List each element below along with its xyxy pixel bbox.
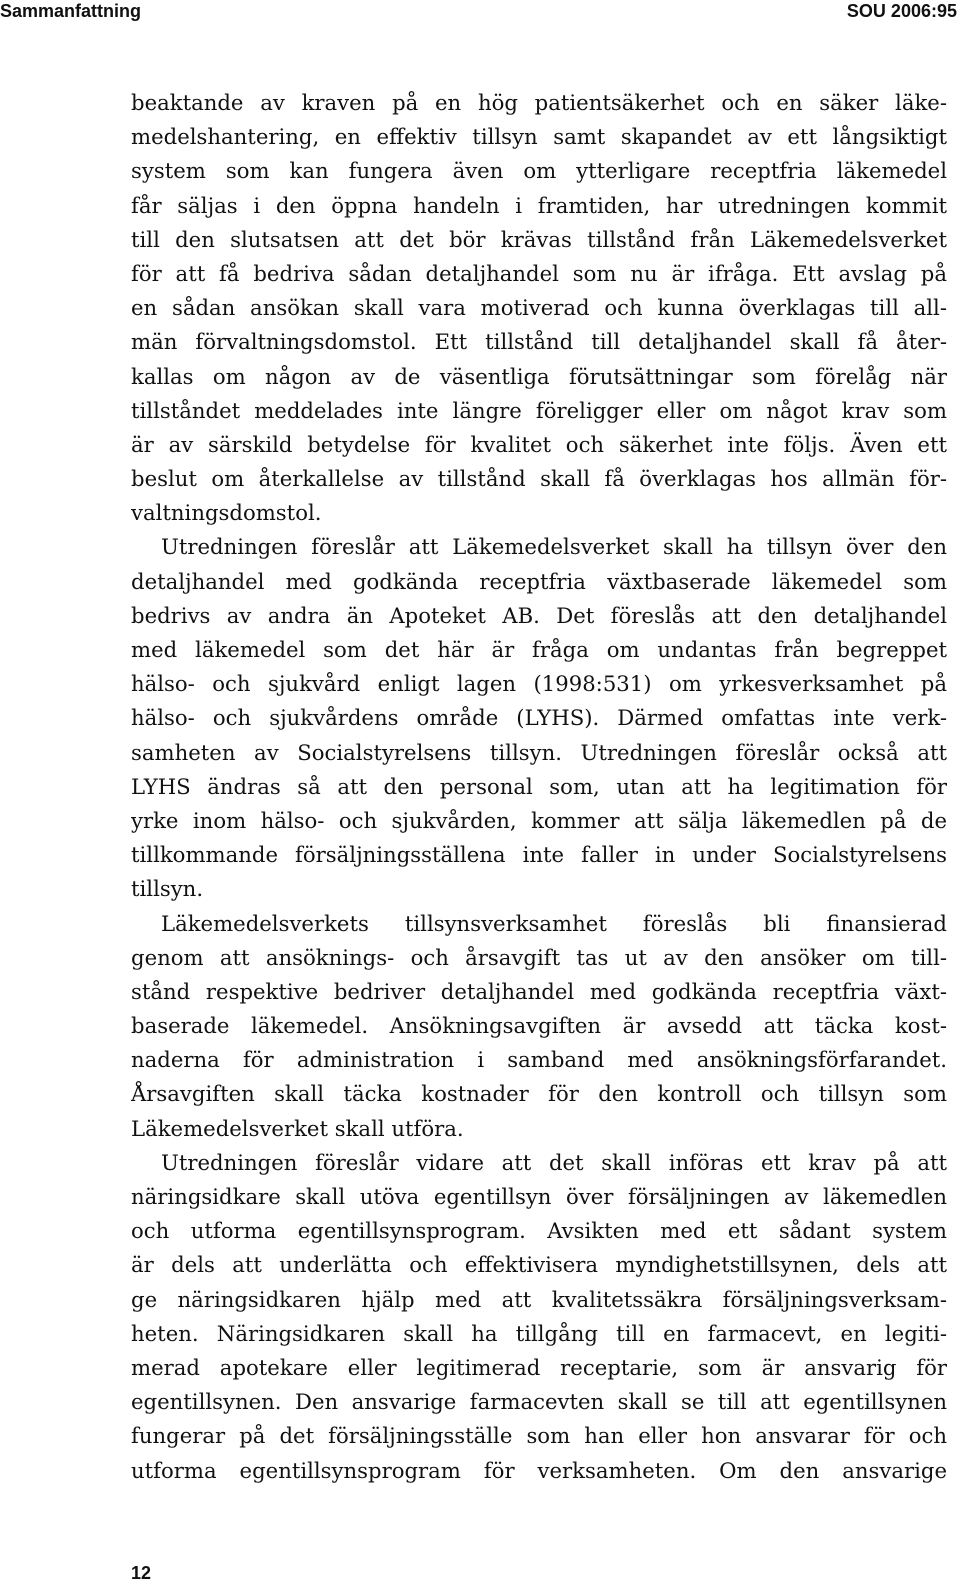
text-line: system som kan fungera även om ytterligare receptfria läkemedel — [131, 158, 947, 184]
text-line: ge näringsidkaren hjälp med att kvalitetssäkra försäljningsverksam- — [131, 1286, 947, 1312]
text-line: näringsidkare skall utöva egentillsyn över försäljningen av läkemedlen — [131, 1184, 947, 1209]
text-line: män förvaltningsdomstol. Ett tillstånd till detaljhandel skall få åter- — [131, 329, 947, 355]
text-line: LYHS ändras så att den personal som, utan att ha legitimation för — [131, 773, 947, 799]
text-line: och utforma egentillsynsprogram. Avsikten med ett sådant system — [131, 1218, 947, 1244]
text-line: detaljhandel med godkända receptfria växtbaserade läkemedel som — [131, 568, 947, 594]
text-line: får säljas i den öppna handeln i framtiden, har utredningen kommit — [131, 192, 947, 218]
text-line: är av särskild betydelse för kvalitet och säkerhet inte följs. Även ett — [131, 431, 947, 457]
text-line: till den slutsatsen att det bör krävas tillstånd från Läkemedelsverket — [131, 226, 947, 252]
text-line: beslut om återkallelse av tillstånd skall få överklagas hos allmän för- — [131, 466, 947, 492]
text-line: med läkemedel som det här är fråga om undantas från begreppet — [131, 637, 947, 662]
text-line: tillsyn. — [131, 876, 204, 902]
text-line: Läkemedelsverkets tillsynsverksamhet föreslås bli finansierad — [161, 910, 947, 936]
text-line: baserade läkemedel. Ansökningsavgiften är avsedd att täcka kost- — [131, 1013, 947, 1039]
paragraph — [131, 907, 947, 1146]
text-line: egentillsynen. Den ansvarige farmacevten skall se till att egentillsynen — [131, 1389, 947, 1415]
text-line: samheten av Socialstyrelsens tillsyn. Utredningen föreslår också att — [131, 739, 947, 765]
text-line: utforma egentillsynsprogram för verksamheten. Om den ansvarige — [131, 1457, 947, 1483]
paragraph — [131, 86, 947, 530]
text-line: stånd respektive bedriver detaljhandel med godkända receptfria växt- — [131, 978, 947, 1004]
text-line: Utredningen föreslår vidare att det skall införas ett krav på att — [161, 1149, 947, 1175]
paragraph — [131, 1146, 947, 1488]
body-text — [131, 86, 947, 1488]
text-line: bedrivs av andra än Apoteket AB. Det föreslås att den detaljhandel — [131, 602, 947, 628]
text-line: naderna för administration i samband med ansökningsförfarandet. — [131, 1047, 947, 1073]
text-line: valtningsdomstol. — [131, 500, 322, 526]
text-line: Utredningen föreslår att Läkemedelsverket skall ha tillsyn över den — [161, 534, 947, 560]
section-title: Sammanfattning — [0, 1, 142, 21]
text-line: beaktande av kraven på en hög patientsäkerhet och en säker läke- — [131, 90, 947, 115]
text-line: kallas om någon av de väsentliga förutsättningar som förelåg när — [131, 363, 947, 389]
page-number: 12 — [131, 1563, 152, 1583]
text-line: Årsavgiften skall täcka kostnader för den kontroll och tillsyn som — [131, 1081, 947, 1107]
text-line: hälso- och sjukvård enligt lagen (1998:531) om yrkesverksamhet på — [131, 671, 947, 697]
text-line: för att få bedriva sådan detaljhandel som nu är ifråga. Ett avslag på — [131, 260, 947, 286]
text-line: yrke inom hälso- och sjukvården, kommer att sälja läkemedlen på de — [131, 807, 947, 833]
text-line: merad apotekare eller legitimerad receptarie, som är ansvarig för — [131, 1354, 947, 1380]
running-header — [0, 0, 960, 22]
text-line: tillståndet meddelades inte längre föreligger eller om något krav som — [131, 397, 947, 423]
paragraph — [131, 530, 947, 906]
text-line: hälso- och sjukvårdens område (LYHS). Därmed omfattas inte verk- — [131, 705, 947, 731]
text-line: Läkemedelsverket skall utföra. — [131, 1115, 464, 1141]
text-line: genom att ansöknings- och årsavgift tas ut av den ansöker om till- — [131, 944, 947, 970]
text-line: är dels att underlätta och effektivisera myndighetstillsynen, dels att — [131, 1252, 947, 1278]
text-line: medelshantering, en effektiv tillsyn samt skapandet av ett långsiktigt — [131, 124, 947, 150]
text-line: tillkommande försäljningsställena inte faller in under Socialstyrelsens — [131, 842, 947, 868]
text-line: heten. Näringsidkaren skall ha tillgång till en farmacevt, en legiti- — [131, 1320, 947, 1346]
text-line: en sådan ansökan skall vara motiverad och kunna överklagas till all- — [131, 295, 947, 321]
text-line: fungerar på det försäljningsställe som han eller hon ansvarar för och — [131, 1423, 947, 1449]
report-id: SOU 2006:95 — [846, 1, 957, 21]
